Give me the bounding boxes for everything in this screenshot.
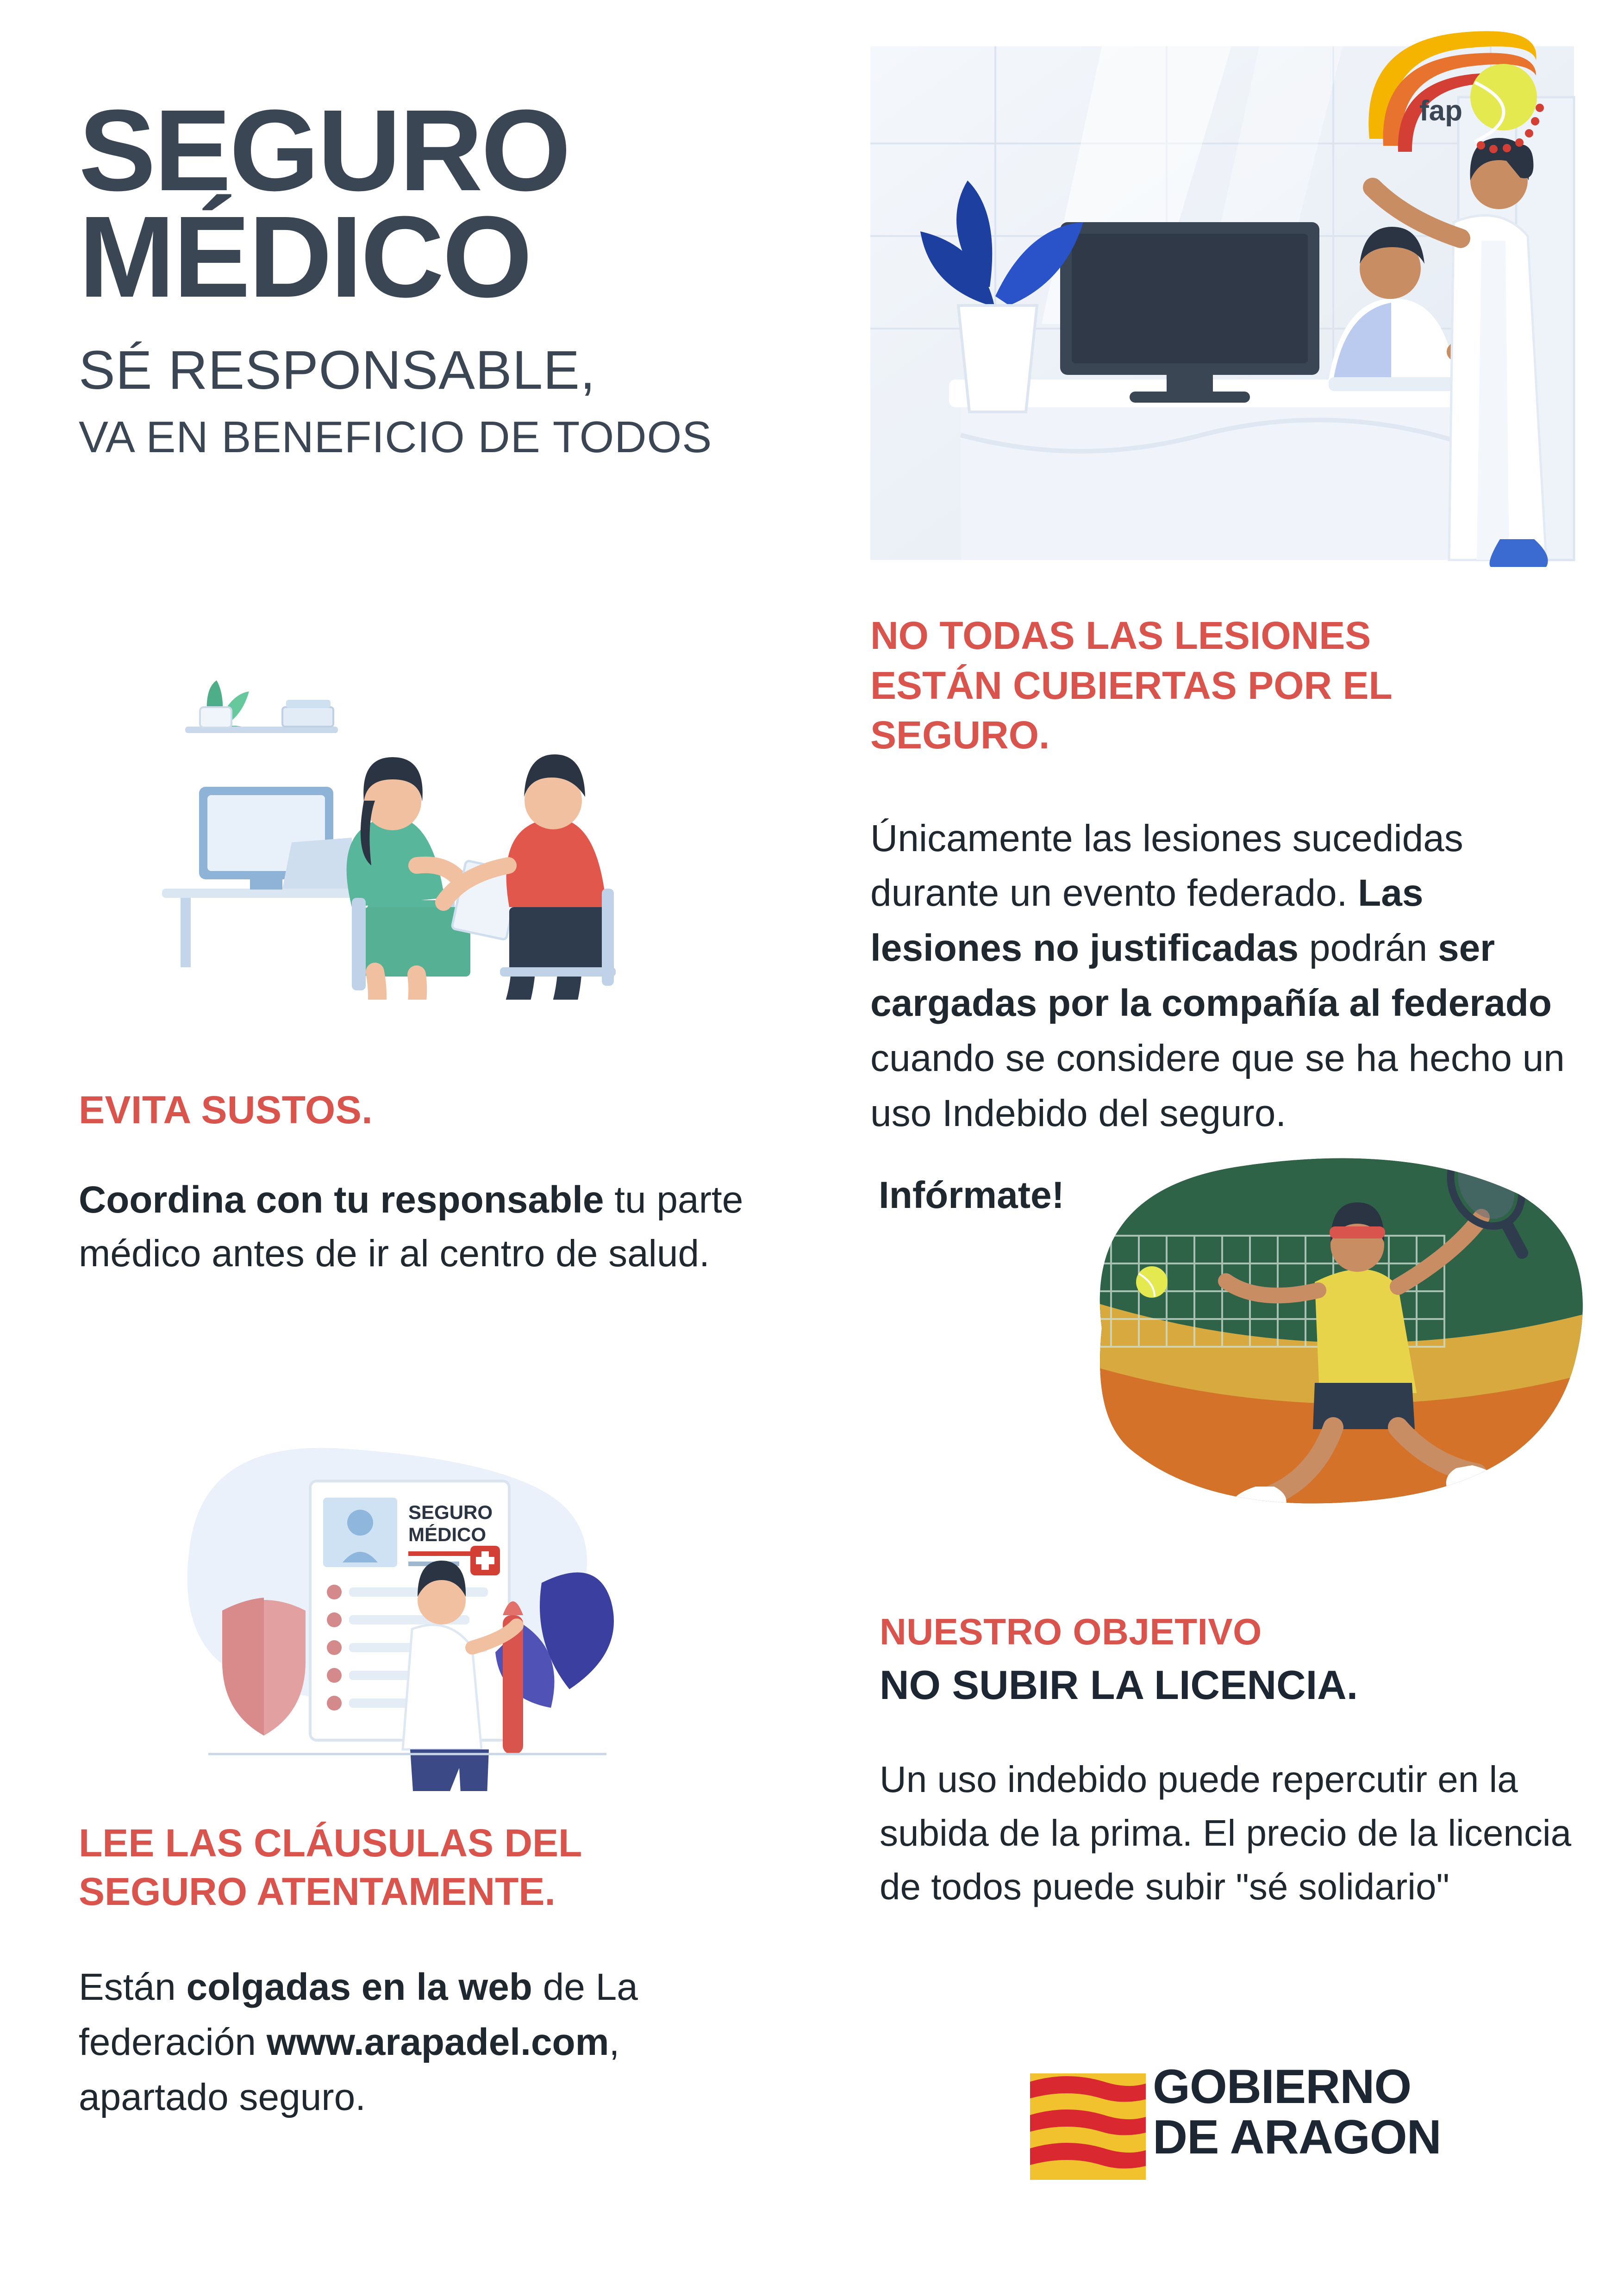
- lesiones-heading: [870, 611, 1565, 760]
- clausulas-heading-line2: SEGURO ATENTAMENTE.: [79, 1870, 556, 1913]
- clausulas-body-pre: Están: [79, 1966, 187, 2008]
- fap-logo: [1351, 23, 1545, 176]
- desk-meeting-illustration: [93, 648, 690, 1000]
- clausulas-body: [79, 1960, 773, 2125]
- subtitle-line-1: SÉ RESPONSABLE,: [79, 340, 596, 401]
- page-title: [79, 86, 778, 321]
- evita-body-rest: tu parte médico antes de ir al centro de salud.: [79, 1179, 743, 1275]
- clausulas-body-bold1: colgadas en la web: [186, 1966, 532, 2008]
- gobierno-de-aragon-text: [1153, 2062, 1441, 2163]
- padel-player-illustration: [1074, 1129, 1583, 1509]
- section-evita-sustos: [79, 1088, 750, 1281]
- lesiones-heading-line1: NO TODAS LAS LESIONES: [870, 614, 1371, 657]
- objetivo-body: Un uso indebido puede repercutir en la subida de la prima. El precio de la licencia de todos puede subir "sé solidario": [880, 1759, 1572, 1907]
- lesiones-body-post: cuando se considere que se ha hecho un uso Indebido del seguro.: [870, 1037, 1565, 1134]
- clausulas-web-link[interactable]: www.arapadel.com: [266, 2021, 609, 2063]
- evita-heading: EVITA SUSTOS.: [79, 1088, 373, 1132]
- fap-logo-text: fap: [1419, 95, 1462, 127]
- lesiones-heading-line2: ESTÁN CUBIERTAS POR EL: [870, 663, 1393, 707]
- objetivo-heading-red: NUESTRO OBJETIVO: [880, 1611, 1262, 1652]
- lesiones-body-pre: Únicamente las lesiones sucedidas durante un evento federado.: [870, 817, 1463, 915]
- lesiones-heading-line3: SEGURO.: [870, 713, 1050, 757]
- card-title-line1: SEGURO: [408, 1501, 493, 1523]
- lesiones-informate: Infórmate!: [879, 1174, 1064, 1216]
- clausulas-body-mid: de La federación: [79, 1966, 638, 2063]
- aragon-flag-icon: [1030, 2073, 1146, 2180]
- lesiones-body-mid: podrán: [1299, 927, 1438, 970]
- title-line-2: MÉDICO: [79, 192, 531, 321]
- insurance-card-illustration: [153, 1430, 662, 1791]
- section-objetivo: [880, 1611, 1574, 1914]
- evita-body-bold: Coordina con tu responsable: [79, 1179, 604, 1221]
- poster-title-block: [79, 86, 778, 463]
- clausulas-heading: [79, 1819, 773, 1916]
- lesiones-body-bold1: Las lesiones no justificadas: [870, 872, 1424, 970]
- clausulas-body-post: , apartado seguro.: [79, 2021, 620, 2118]
- lesiones-body-bold2: ser cargadas por la compañía al federado: [870, 927, 1552, 1025]
- title-line-1: SEGURO: [79, 86, 569, 215]
- card-title-line2: MÉDICO: [408, 1524, 486, 1545]
- section-clausulas: [79, 1819, 773, 2125]
- clausulas-heading-line1: LEE LAS CLÁUSULAS DEL: [79, 1821, 582, 1865]
- lesiones-body: [870, 811, 1565, 1141]
- subtitle-line-2: VA EN BENEFICIO DE TODOS: [79, 412, 712, 462]
- gov-line-2: DE ARAGON: [1153, 2110, 1441, 2165]
- gov-line-1: GOBIERNO: [1153, 2060, 1412, 2114]
- objetivo-heading-black: NO SUBIR LA LICENCIA.: [880, 1662, 1358, 1708]
- section-lesiones: [870, 611, 1565, 1217]
- evita-body: [79, 1173, 750, 1281]
